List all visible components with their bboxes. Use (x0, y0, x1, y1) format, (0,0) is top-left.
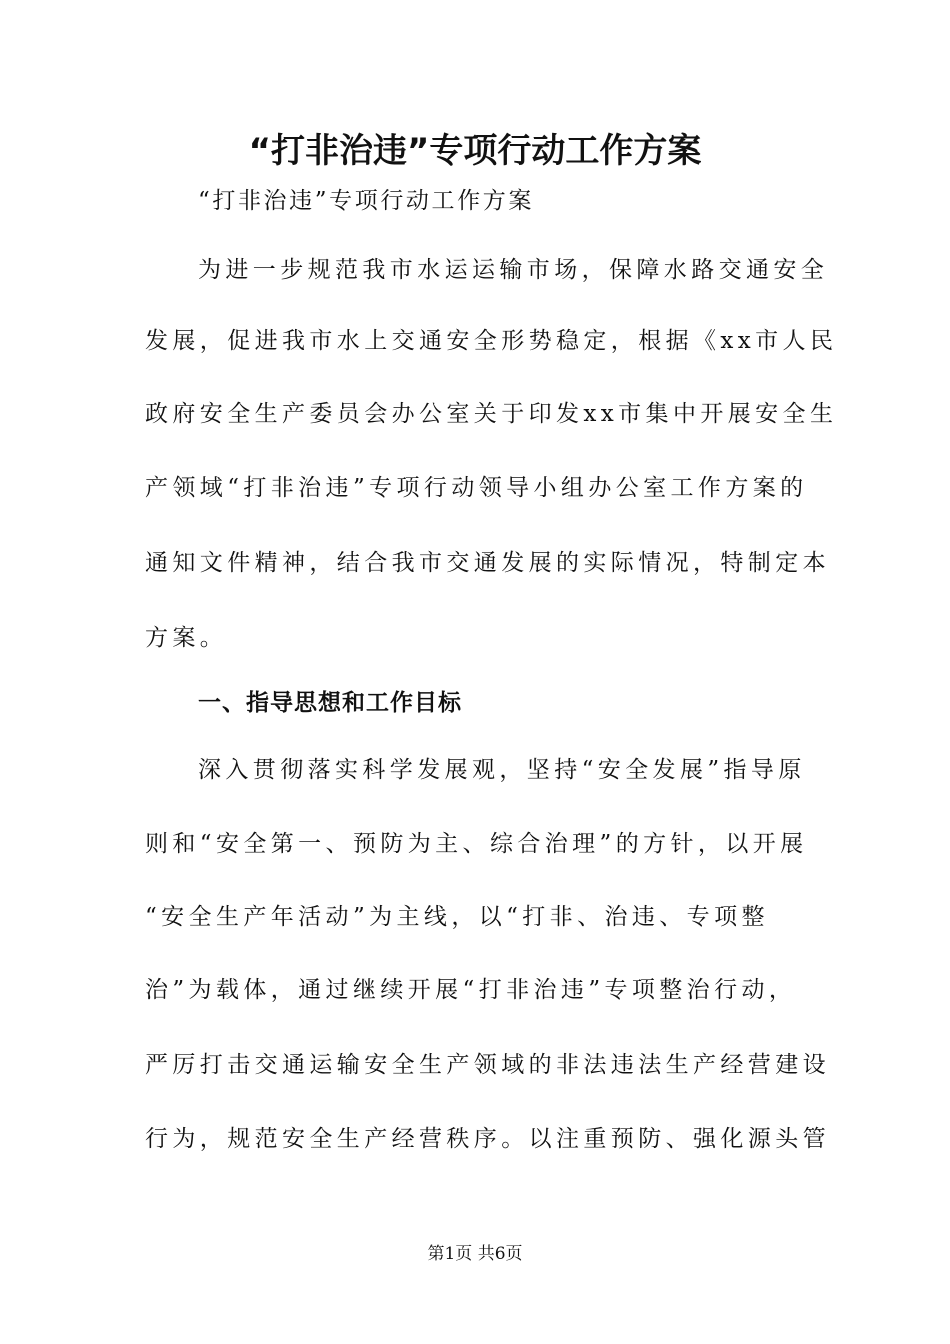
intro-line: 政府安全生产委员会办公室关于印发xx市集中开展安全生 (145, 401, 838, 427)
intro-line: 发展，促进我市水上交通安全形势稳定，根据《xx市人民 (145, 328, 838, 354)
document-subtitle: “打非治违”专项行动工作方案 (198, 188, 534, 214)
section-line: 则和“安全第一、预防为主、综合治理”的方针，以开展 (145, 831, 808, 857)
section-line: 严厉打击交通运输安全生产领域的非法违法生产经营建设 (145, 1052, 830, 1078)
section-line: 行为，规范安全生产经营秩序。以注重预防、强化源头管 (145, 1126, 830, 1152)
section-line: 深入贯彻落实科学发展观，坚持“安全发展”指导原 (198, 757, 806, 783)
intro-line: 产领域“打非治违”专项行动领导小组办公室工作方案的 (145, 475, 808, 501)
page-footer: 第1页 共6页 (427, 1244, 523, 1264)
section-line: “安全生产年活动”为主线，以“打非、治违、专项整 (145, 904, 769, 930)
section-heading: 一、指导思想和工作目标 (198, 690, 462, 716)
intro-line: 方案。 (145, 625, 228, 651)
intro-line: 通知文件精神，结合我市交通发展的实际情况，特制定本 (145, 550, 830, 576)
intro-line: 为进一步规范我市水运运输市场，保障水路交通安全 (198, 257, 829, 283)
document-title: “打非治违”专项行动工作方案 (248, 131, 702, 171)
section-line: 治”为载体，通过继续开展“打非治违”专项整治行动， (145, 977, 797, 1003)
